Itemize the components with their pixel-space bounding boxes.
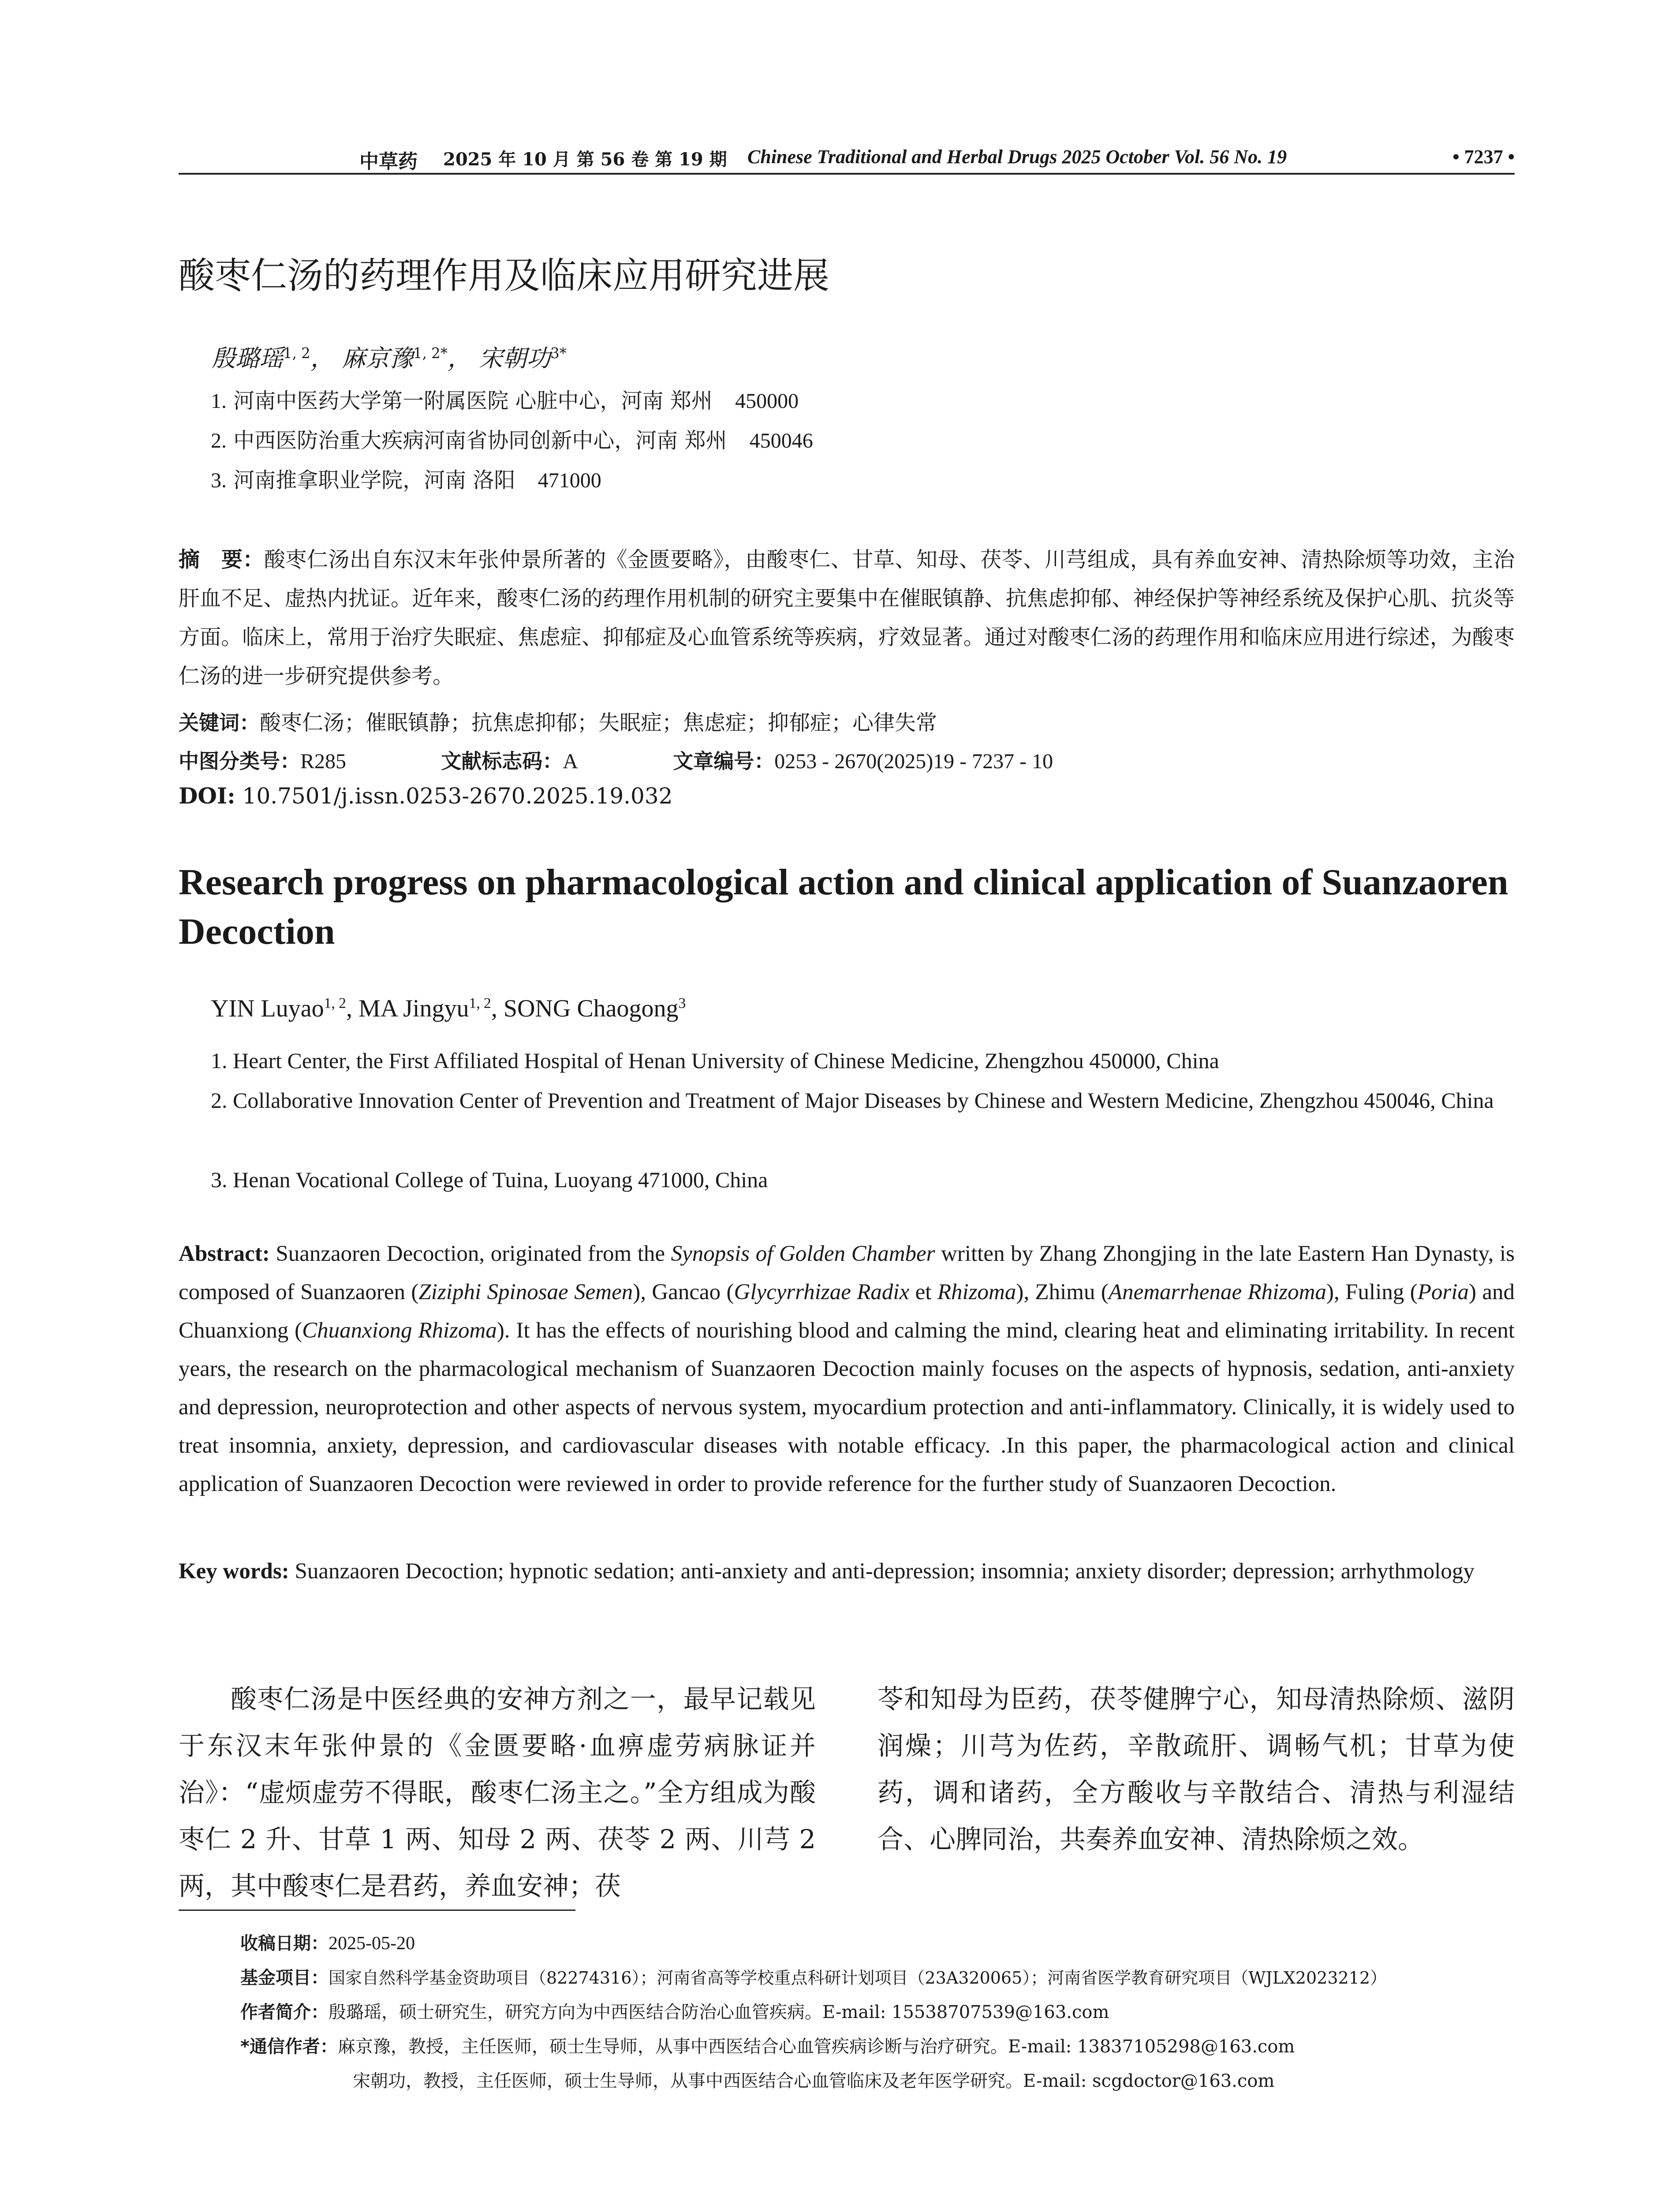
author-separator: ,	[491, 995, 504, 1022]
abstract-italic: Glycyrrhizae Radix	[734, 1280, 910, 1304]
en-affiliation: 2. Collaborative Innovation Center of Prevention and Treatment of Major Diseases by Chinese and Western Medicine, Zhengzhou 450046, China	[211, 1088, 1494, 1113]
en-keywords	[179, 1552, 1515, 1591]
cn-keywords	[179, 706, 937, 736]
author-name: 殷璐瑶	[212, 344, 283, 372]
body-column-left: 酸枣仁汤是中医经典的安神方剂之一，最早记载见于东汉末年张仲景的《金匮要略·血痹虚劳病脉证并治》：“虚烦虚劳不得眠，酸枣仁汤主之。”全方组成为酸枣仁 2 升、甘草 1 两、知母 2 两、茯苓 2 两、川芎 2 两，其中酸枣仁是君药，养血安神；茯	[179, 1684, 816, 1901]
footnote-corresponding	[353, 2067, 1274, 2092]
running-header	[179, 146, 1515, 175]
doi-line	[179, 783, 672, 809]
page-number: • 7237 •	[1452, 146, 1515, 168]
corresponding-text: 麻京豫，教授，主任医师，硕士生导师，从事中西医结合心血管疾病诊断与治疗研究。E-mail: 13837105298@163.com	[337, 2037, 1295, 2057]
affiliation-text: 河南中医药大学第一附属医院 心脏中心，河南 郑州	[233, 389, 713, 413]
author-separator: ，	[448, 344, 471, 372]
abstract-text: Suanzaoren Decoction, originated from the	[269, 1241, 671, 1266]
author-name: 麻京豫	[341, 344, 413, 372]
abstract-text: et	[909, 1280, 937, 1304]
abstract-italic: Rhizoma	[937, 1280, 1016, 1304]
abstract-italic: Anemarrhenae Rhizoma	[1108, 1280, 1327, 1304]
author-affiliation-mark: 1, 2*	[413, 345, 448, 362]
author-name: SONG Chaogong	[503, 995, 679, 1022]
doi-value: 10.7501/j.issn.0253-2670.2025.19.032	[242, 783, 673, 809]
author-affiliation-mark: 3*	[550, 345, 567, 362]
author-affiliation-mark: 1, 2	[283, 345, 310, 362]
author-name: 宋朝功	[479, 344, 551, 372]
affiliation-number: 3.	[211, 469, 227, 492]
affiliation-number: 1.	[211, 389, 227, 413]
fund-text: 国家自然科学基金资助项目（82274316）；河南省高等学校重点科研计划项目（23A320065）；河南省医学教育研究项目（WJLX2023212）	[329, 1968, 1387, 1988]
affiliation-number: 2.	[211, 429, 227, 452]
abstract-italic: Ziziphi Spinosae Semen	[418, 1280, 633, 1304]
abstract-italic: Poria	[1417, 1280, 1469, 1304]
footnote-author-bio	[240, 1998, 1109, 2023]
bio-label: 作者简介：	[240, 2002, 329, 2022]
author-affiliation-mark: 1, 2	[469, 995, 491, 1012]
corresponding-text: 宋朝功，教授，主任医师，硕士生导师，从事中西医结合心血管临床及老年医学研究。E-mail: scgdoctor@163.com	[353, 2071, 1275, 2091]
abstract-label: 摘 要：	[179, 547, 264, 572]
abstract-label: Abstract:	[179, 1241, 270, 1266]
footnote-corresponding	[240, 2033, 1295, 2058]
keywords-label: Key words:	[179, 1559, 289, 1584]
abstract-italic: Chuanxiong Rhizoma	[302, 1318, 497, 1343]
postal-code: 471000	[538, 469, 601, 492]
issue-info-cn: 2025 年 10 月 第 56 卷 第 19 期	[443, 149, 727, 170]
postal-code: 450000	[735, 389, 799, 413]
article-number-label: 文章编号：	[673, 749, 775, 773]
author-separator: ，	[310, 344, 334, 372]
author-affiliation-mark: 1, 2	[324, 995, 346, 1012]
classification-line	[179, 745, 1053, 774]
footnote-divider	[179, 1910, 575, 1911]
clc-label: 中图分类号：	[179, 749, 300, 773]
affiliation-text: 河南推拿职业学院，河南 洛阳	[233, 468, 515, 493]
cn-authors	[212, 340, 567, 374]
cn-affiliation	[211, 384, 799, 414]
abstract-text: ). It has the effects of nourishing blood and calming the mind, clearing heat and eliminating irritability. In recent years, the research on the pharmacological mechanism of Suanzaoren Decoction mainly focuses on the aspects of hypnosis, sedation, anti-anxiety and depression, neuroprotection and other aspects of nervous system, myocardium protection and anti-inflammatory. Clinically, it is widely used to treat insomnia, anxiety, depression, and cardiovascular diseases with notable efficacy. .In this paper, the pharmacological action and clinical application of Suanzaoren Decoction were reviewed in order to provide reference for the further study of Suanzaoren Decoction.	[179, 1318, 1515, 1496]
received-label: 收稿日期：	[240, 1933, 329, 1954]
abstract-text: 酸枣仁汤出自东汉末年张仲景所著的《金匮要略》，由酸枣仁、甘草、知母、茯苓、川芎组成，具有养血安神、清热除烦等功效，主治肝血不足、虚热内扰证。近年来，酸枣仁汤的药理作用机制的研究主要集中在催眠镇静、抗焦虑抑郁、神经保护等神经系统及保护心肌、抗炎等方面。临床上，常用于治疗失眠症、焦虑症、抑郁症及心血管系统等疾病，疗效显著。通过对酸枣仁汤的药理作用和临床应用进行综述，为酸枣仁汤的进一步研究提供参考。	[179, 547, 1515, 688]
en-title: Research progress on pharmacological action and clinical application of Suanzaoren Decoction	[179, 862, 1508, 952]
cn-affiliation	[211, 463, 601, 493]
keywords-text: 酸枣仁汤；催眠镇静；抗焦虑抑郁；失眠症；焦虑症；抑郁症；心律失常	[260, 710, 937, 735]
issue-info-en: Chinese Traditional and Herbal Drugs 2025 October Vol. 56 No. 19	[747, 146, 1287, 168]
bio-text: 殷璐瑶，硕士研究生，研究方向为中西医结合防治心血管疾病。E-mail: 15538707539@163.com	[329, 2002, 1109, 2022]
affiliation-text: 中西医防治重大疾病河南省协同创新中心，河南 郑州	[233, 428, 727, 453]
abstract-text: written by Zhang Zhongjing in the late Eastern Han Dynasty, is composed of Suanzaoren (	[179, 1241, 1515, 1304]
abstract-text: ), Fuling (	[1326, 1280, 1418, 1304]
article-number-value: 0253 - 2670(2025)19 - 7237 - 10	[774, 750, 1053, 773]
fund-label: 基金项目：	[240, 1968, 329, 1988]
cn-title: 酸枣仁汤的药理作用及临床应用研究进展	[179, 255, 830, 297]
doc-code-value: A	[563, 750, 578, 773]
en-affiliation: 3. Henan Vocational College of Tuina, Luoyang 471000, China	[211, 1167, 768, 1192]
author-name: MA Jingyu	[358, 995, 469, 1022]
footnote-received	[240, 1929, 415, 1955]
abstract-text: ), Gancao (	[633, 1280, 734, 1304]
corresponding-label: *通信作者：	[240, 2037, 338, 2057]
en-authors	[211, 994, 686, 1023]
doc-code-label: 文献标志码：	[441, 749, 563, 773]
doi-label: DOI:	[179, 783, 235, 809]
clc-value: R285	[300, 750, 347, 773]
body-column-right: 苓和知母为臣药，茯苓健脾宁心，知母清热除烦、滋阴润燥；川芎为佐药，辛散疏肝、调畅气机；甘草为使药，调和诸药，全方酸收与辛散结合、清热与利湿结合、心脾同治，共奏养血安神、清热除烦之效。	[877, 1684, 1515, 1854]
footnote-fund	[240, 1964, 1387, 1989]
postal-code: 450046	[749, 429, 813, 452]
abstract-text: ) and Chuanxiong (	[179, 1280, 1515, 1343]
keywords-text: Suanzaoren Decoction; hypnotic sedation; anti-anxiety and anti-depression; insomnia; anxiety disorder; depression; arrhythmology	[289, 1559, 1475, 1584]
en-affiliation: 1. Heart Center, the First Affiliated Hospital of Henan University of Chinese Medicine, Zhengzhou 450000, China	[211, 1048, 1219, 1073]
keywords-label: 关键词：	[179, 711, 260, 735]
en-abstract	[179, 1235, 1515, 1503]
received-date: 2025-05-20	[329, 1933, 415, 1954]
cn-affiliation	[211, 423, 813, 454]
author-separator: ,	[346, 995, 358, 1022]
author-name: YIN Luyao	[211, 995, 324, 1022]
abstract-italic: Synopsis of Golden Chamber	[671, 1241, 935, 1266]
cn-abstract	[179, 540, 1515, 695]
author-affiliation-mark: 3	[678, 995, 686, 1012]
journal-name-cn: 中草药	[359, 150, 418, 173]
abstract-text: ), Zhimu (	[1016, 1280, 1109, 1304]
